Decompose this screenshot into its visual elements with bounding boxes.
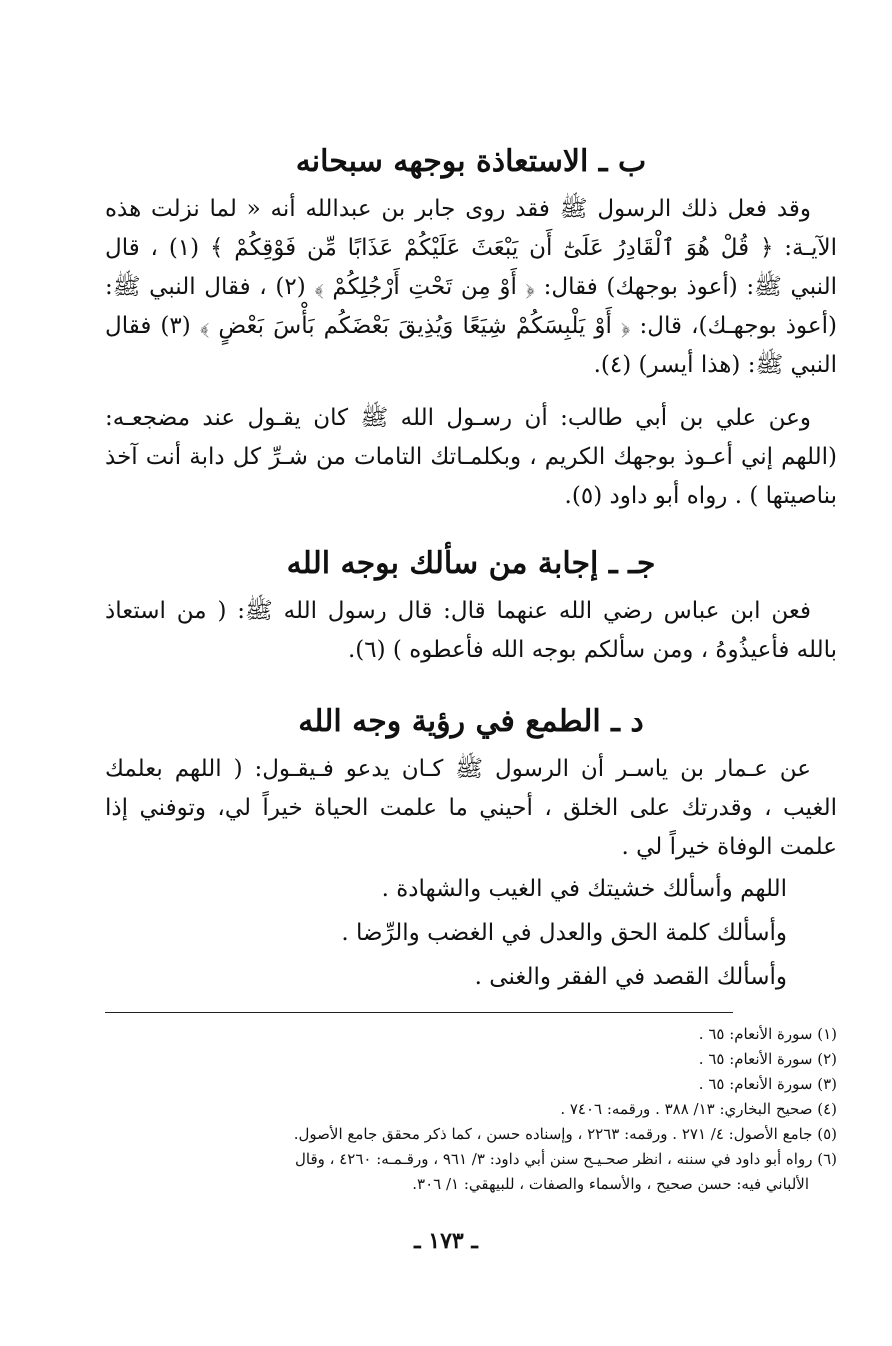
footnote: (٤) صحيح البخاري: ١٣/ ٣٨٨ . ورقمه: ٧٤٠٦ . (560, 1100, 837, 1118)
paragraph: فعن ابن عباس رضي الله عنهما قال: قال رسول الله ﷺ: ( من استعاذ بالله فأعيذُوهُ ، ومن سألكم بوجه الله فأعطوه ) (٦). (105, 598, 837, 663)
section-tamaa (105, 700, 837, 999)
dua-line: اللهم وأسألك خشيتك في الغيب والشهادة . (381, 876, 787, 902)
dua-line: وأسألك القصد في الفقر والغنى . (474, 964, 787, 990)
paragraph: وعن علي بن أبي طالب: أن رسـول الله ﷺ كان يقـول عند مضجعـه: (اللهم إني أعـوذ بوجهك الكريم ، وبكلمـاتك التامات من شـرِّ كل دابة أنت آخذ بناصيتها ) . رواه أبو داود (٥). (105, 405, 837, 509)
footnote: (٢) سورة الأنعام: ٦٥ . (698, 1050, 837, 1068)
footnote-divider (105, 1012, 733, 1013)
section-heading: جـ ـ إجابة من سألك بوجه الله (286, 546, 656, 581)
dua-line: وأسألك كلمة الحق والعدل في الغضب والرِّضا . (341, 920, 787, 946)
footnote: (٦) رواه أبو داود في سننه ، انظر صحـيـح سنن أبي داود: ٣/ ٩٦١ ، ورقـمـه: ٤٢٦٠ ، وقال (294, 1150, 837, 1168)
page-number: ـ ١٧٣ ـ (414, 1228, 478, 1254)
footnote: (٥) جامع الأصول: ٤/ ٢٧١ . ورقمه: ٢٢٦٣ ، وإسناده حسن ، كما ذكر محقق جامع الأصول. (293, 1125, 837, 1143)
section-istiadha (105, 140, 837, 516)
paragraph: وقد فعل ذلك الرسول ﷺ فقد روى جابر بن عبدالله أنه « لما نزلت هذه الآيـة: ﴿ قُلْ هُوَ ٱلْقَادِرُ عَلَىٰٓ أَن يَبْعَثَ عَلَيْكُمْ عَذَابًا مِّن فَوْقِكُمْ ﴾ (١) ، قال النبي ﷺ: (أعوذ بوجهك) فقال: ﴿ أَوْ مِن تَحْتِ أَرْجُلِكُمْ ﴾ (٢) ، فقال النبي ﷺ: (أعوذ بوجهـك)، قال: ﴿ أَوْ يَلْبِسَكُمْ شِيَعًا وَيُذِيقَ بَعْضَكُم بَأْسَ بَعْضٍ ﴾ (٣) فقال النبي ﷺ: (هذا أيسر) (٤). (105, 196, 838, 378)
section-heading: ب ـ الاستعاذة بوجهه سبحانه (295, 144, 647, 179)
paragraph: عن عـمار بن ياسـر أن الرسول ﷺ كـان يدعو فـيقـول: ( اللهم بعلمك الغيب ، وقدرتك على الخلق ، أحيني ما علمت الحياة خيراً لي، وتوفني إذا علمت الوفاة خيراً لي . (105, 756, 837, 860)
footnote-continuation: الألباني فيه: حسن صحيح ، والأسماء والصفات ، للبيهقي: ١/ ٣٠٦. (412, 1175, 809, 1193)
section-heading: د ـ الطمع في رؤية وجه الله (298, 704, 644, 739)
footnotes (105, 1022, 837, 1197)
footnote: (٣) سورة الأنعام: ٦٥ . (698, 1075, 837, 1093)
footnote: (١) سورة الأنعام: ٦٥ . (698, 1025, 837, 1043)
section-ijaba (105, 542, 837, 670)
